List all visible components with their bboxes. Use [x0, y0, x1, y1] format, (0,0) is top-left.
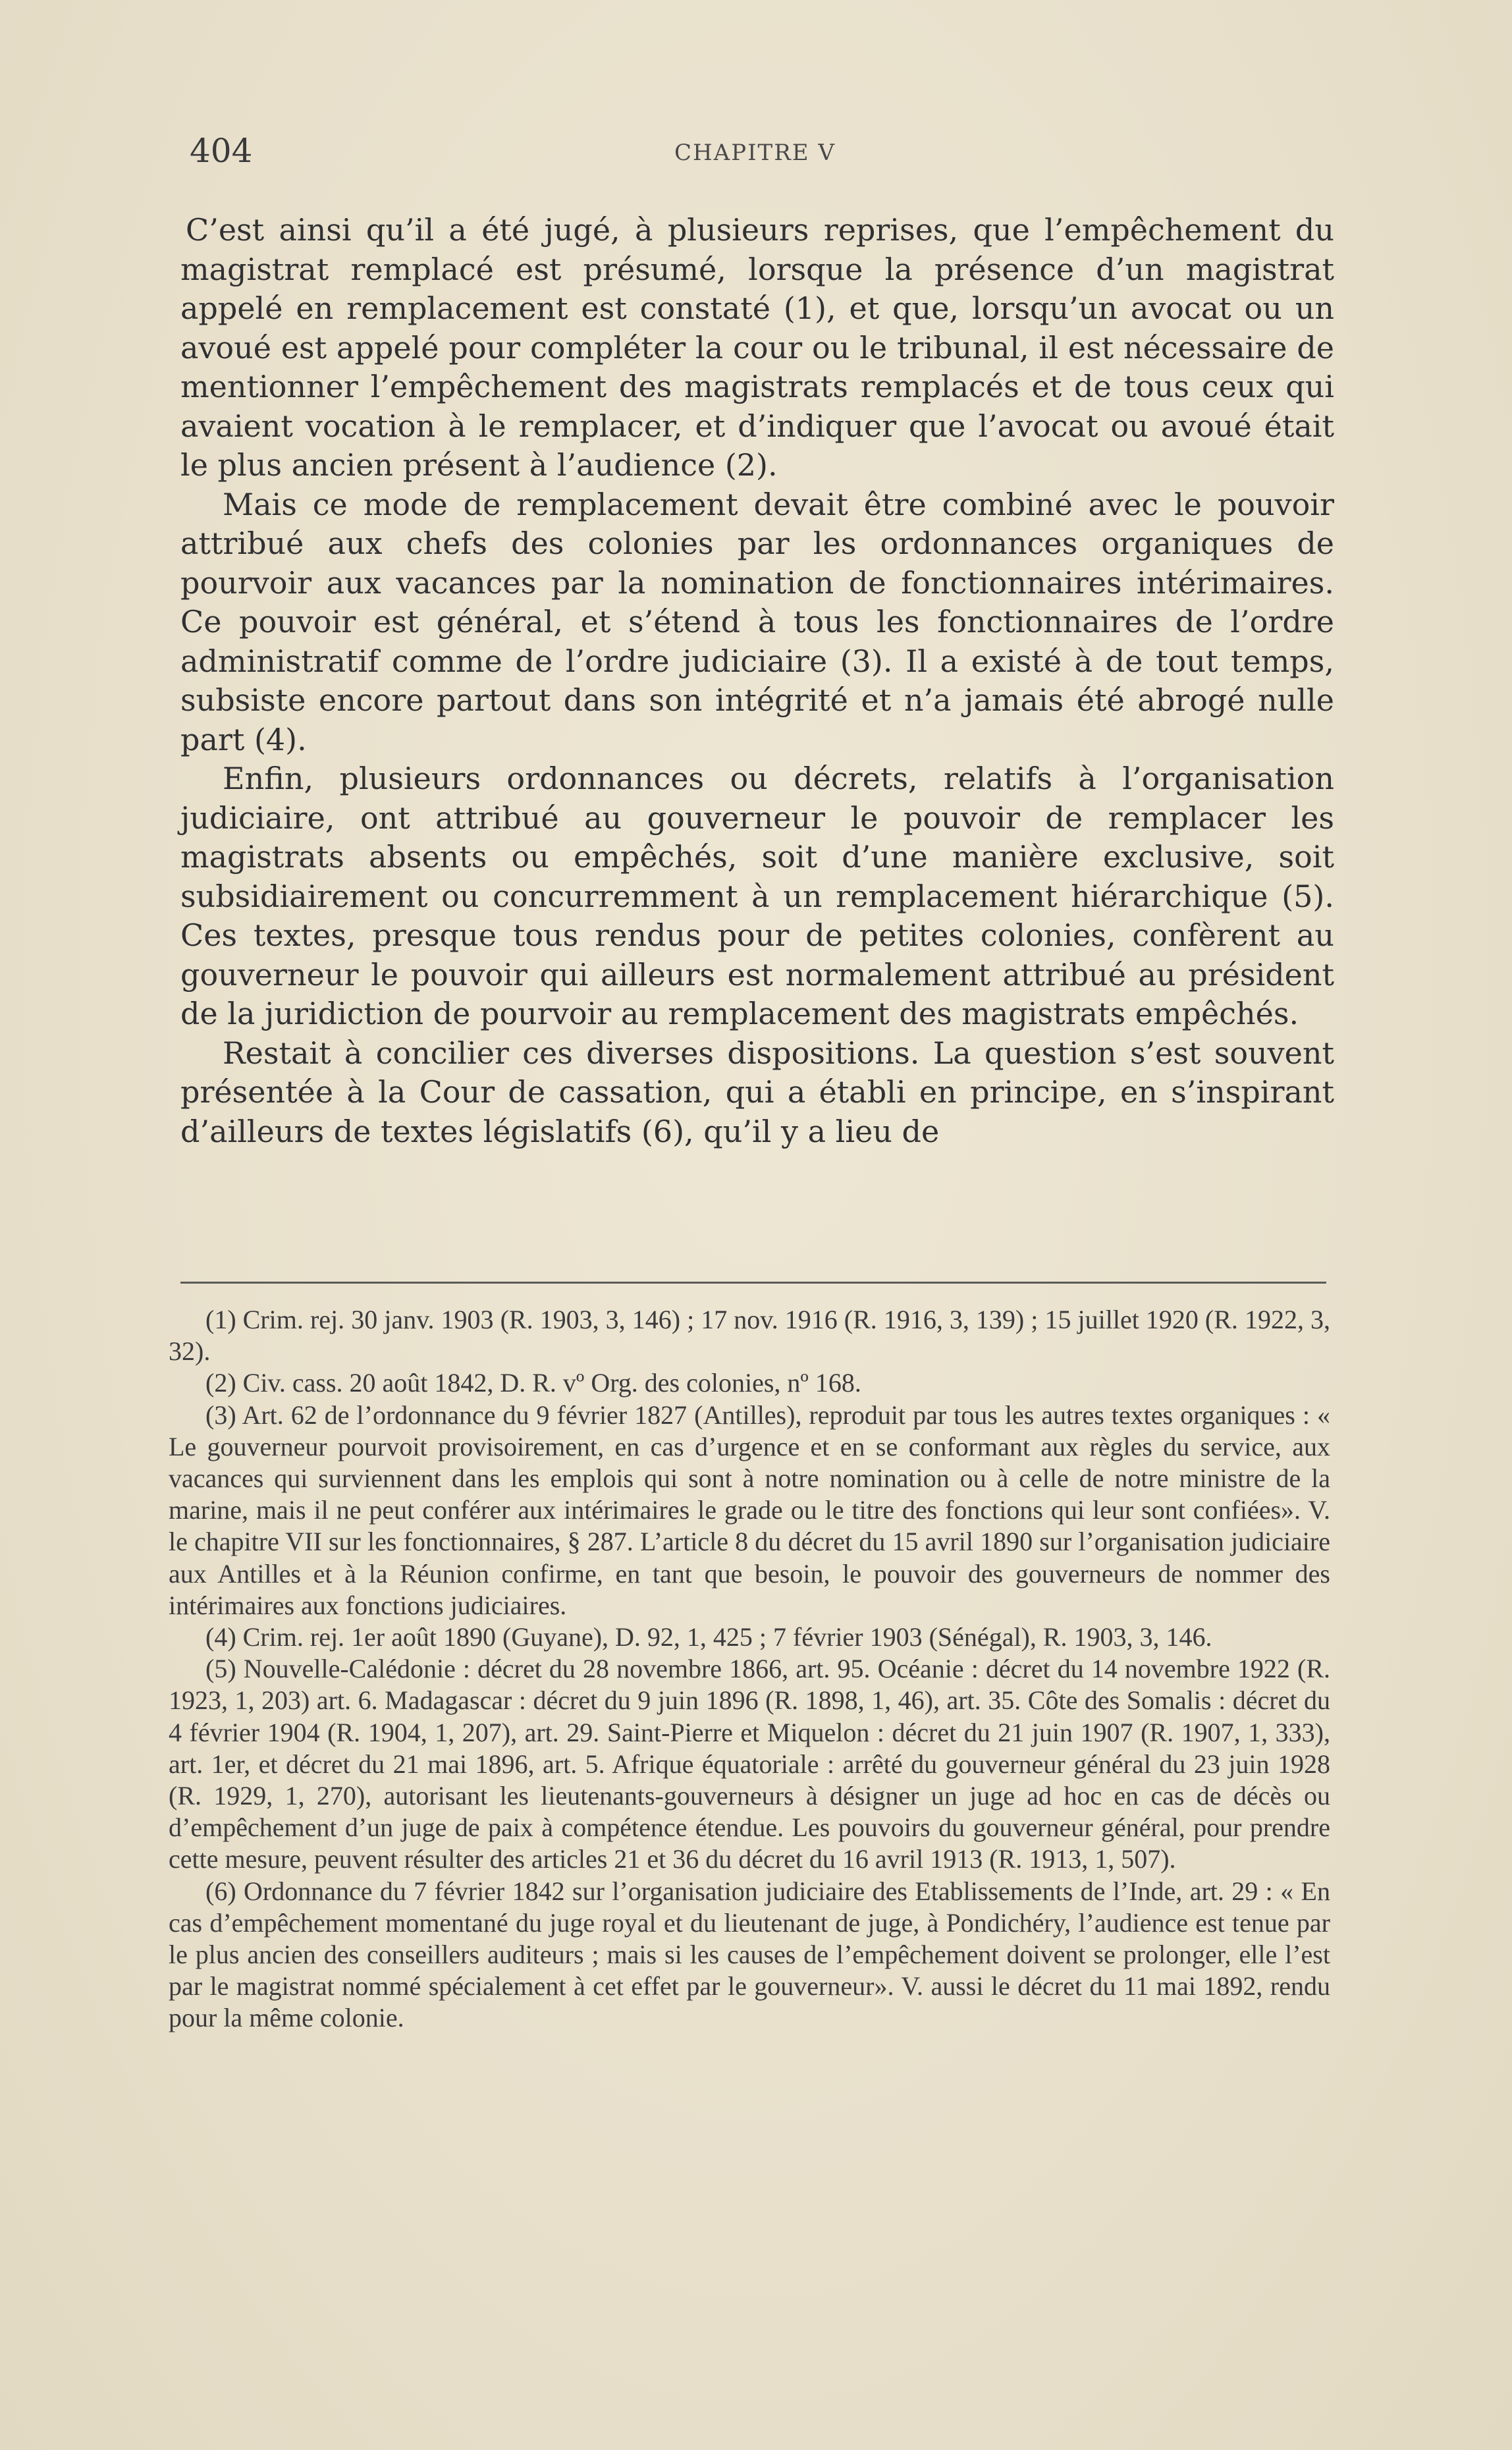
- main-text: [180, 211, 1334, 1151]
- footnote: (5) Nouvelle-Calédonie : décret du 28 novembre 1866, art. 95. Océanie : décret du 14 novembre 1922 (R. 1923, 1, 203) art. 6. Madagascar : décret du 9 juin 1896 (R. 1898, 1, 46), art. 35. Côte des Somalis : décret du 4 février 1904 (R. 1904, 1, 207), art. 29. Saint-Pierre et Miquelon : décret du 21 juin 1907 (R. 1907, 1, 333), art. 1er, et décret du 21 mai 1896, art. 5. Afrique équatoriale : arrêté du gouverneur général du 23 juin 1928 (R. 1929, 1, 270), autorisant les lieutenants-gouverneurs à désigner un juge ad hoc en cas de décès ou d’empêchement d’un juge de paix à compétence étendue. Les pouvoirs du gouverneur général, pour prendre cette mesure, peuvent résulter des articles 21 et 36 du décret du 16 avril 1913 (R. 1913, 1, 507).: [169, 1654, 1330, 1874]
- page-header: [190, 132, 1333, 184]
- paragraph: Enfin, plusieurs ordonnances ou décrets, relatifs à l’organisation judiciaire, ont attribué au gouverneur le pouvoir de remplacer les magistrats absents ou empêchés, soit d’une manière exclusive, soit subsidiairement ou concurremment à un remplacement hiérarchique (5). Ces textes, presque tous rendus pour de petites colonies, confèrent au gouverneur le pouvoir qui ailleurs est normalement attribué au président de la juridiction de pourvoir au remplacement des magistrats empêchés.: [180, 761, 1334, 1031]
- footnote: (3) Art. 62 de l’ordonnance du 9 février 1827 (Antilles), reproduit par tous les autres textes organiques : « Le gouverneur pourvoit provisoirement, en cas d’urgence et en se conformant aux règles du service, aux vacances qui surviennent dans les emplois qui sont à notre nomination ou à celle de notre ministre de la marine, mais il ne peut conférer aux intérimaires le grade ou le titre des fonctions qui leur sont confiées». V. le chapitre VII sur les fonctionnaires, § 287. L’article 8 du décret du 15 avril 1890 sur l’organisation judiciaire aux Antilles et à la Réunion confirme, en tant que besoin, le pouvoir des gouverneurs de nommer des intérimaires aux fonctions judiciaires.: [169, 1400, 1330, 1620]
- footnote: (6) Ordonnance du 7 février 1842 sur l’organisation judiciaire des Etablissements de l’Inde, art. 29 : « En cas d’empêchement momentané du juge royal et du lieutenant de juge, à Pondichéry, l’audience est tenue par le plus ancien des conseillers auditeurs ; mais si les causes de l’empêchement doivent se prolonger, elle l’est par le magistrat nommé spécialement à cet effet par le gouverneur». V. aussi le décret du 11 mai 1892, rendu pour la même colonie.: [169, 1876, 1330, 2033]
- paragraph: C’est ainsi qu’il a été jugé, à plusieurs reprises, que l’empêchement du magistrat remplacé est présumé, lorsque la présence d’un magistrat appelé en remplacement est constaté (1), et que, lorsqu’un avocat ou un avoué est appelé pour compléter la cour ou le tribunal, il est nécessaire de mentionner l’empêchement des magistrats remplacés et de tous ceux qui avaient vocation à le remplacer, et d’indiquer que l’avocat ou avoué était le plus ancien présent à l’audience (2).: [180, 212, 1334, 483]
- page-number: 404: [190, 132, 253, 170]
- footnote: (2) Civ. cass. 20 août 1842, D. R. vº Org. des colonies, nº 168.: [205, 1368, 861, 1398]
- footnote-separator: [180, 1282, 1326, 1284]
- paragraph: Restait à concilier ces diverses dispositions. La question s’est souvent présentée à la Cour de cassation, qui a établi en principe, en s’inspirant d’ailleurs de textes législatifs (6), qu’il y a lieu de: [180, 1035, 1334, 1149]
- paragraph: Mais ce mode de remplacement devait être combiné avec le pouvoir attribué aux chefs des colonies par les ordonnances organiques de pourvoir aux vacances par la nomination de fonctionnaires intérimaires. Ce pouvoir est général, et s’étend à tous les fonctionnaires de l’ordre administratif comme de l’ordre judiciaire (3). Il a existé à de tout temps, subsiste encore partout dans son intégrité et n’a jamais été abrogé nulle part (4).: [180, 486, 1334, 757]
- footnote: (4) Crim. rej. 1er août 1890 (Guyane), D. 92, 1, 425 ; 7 février 1903 (Sénégal), R. 1903, 3, 146.: [205, 1622, 1212, 1652]
- footnote: (1) Crim. rej. 30 janv. 1903 (R. 1903, 3, 146) ; 17 nov. 1916 (R. 1916, 3, 139) ; 15 juillet 1920 (R. 1922, 3, 32).: [169, 1305, 1330, 1367]
- footnotes: [169, 1304, 1330, 2034]
- chapter-title: CHAPITRE V: [674, 140, 836, 166]
